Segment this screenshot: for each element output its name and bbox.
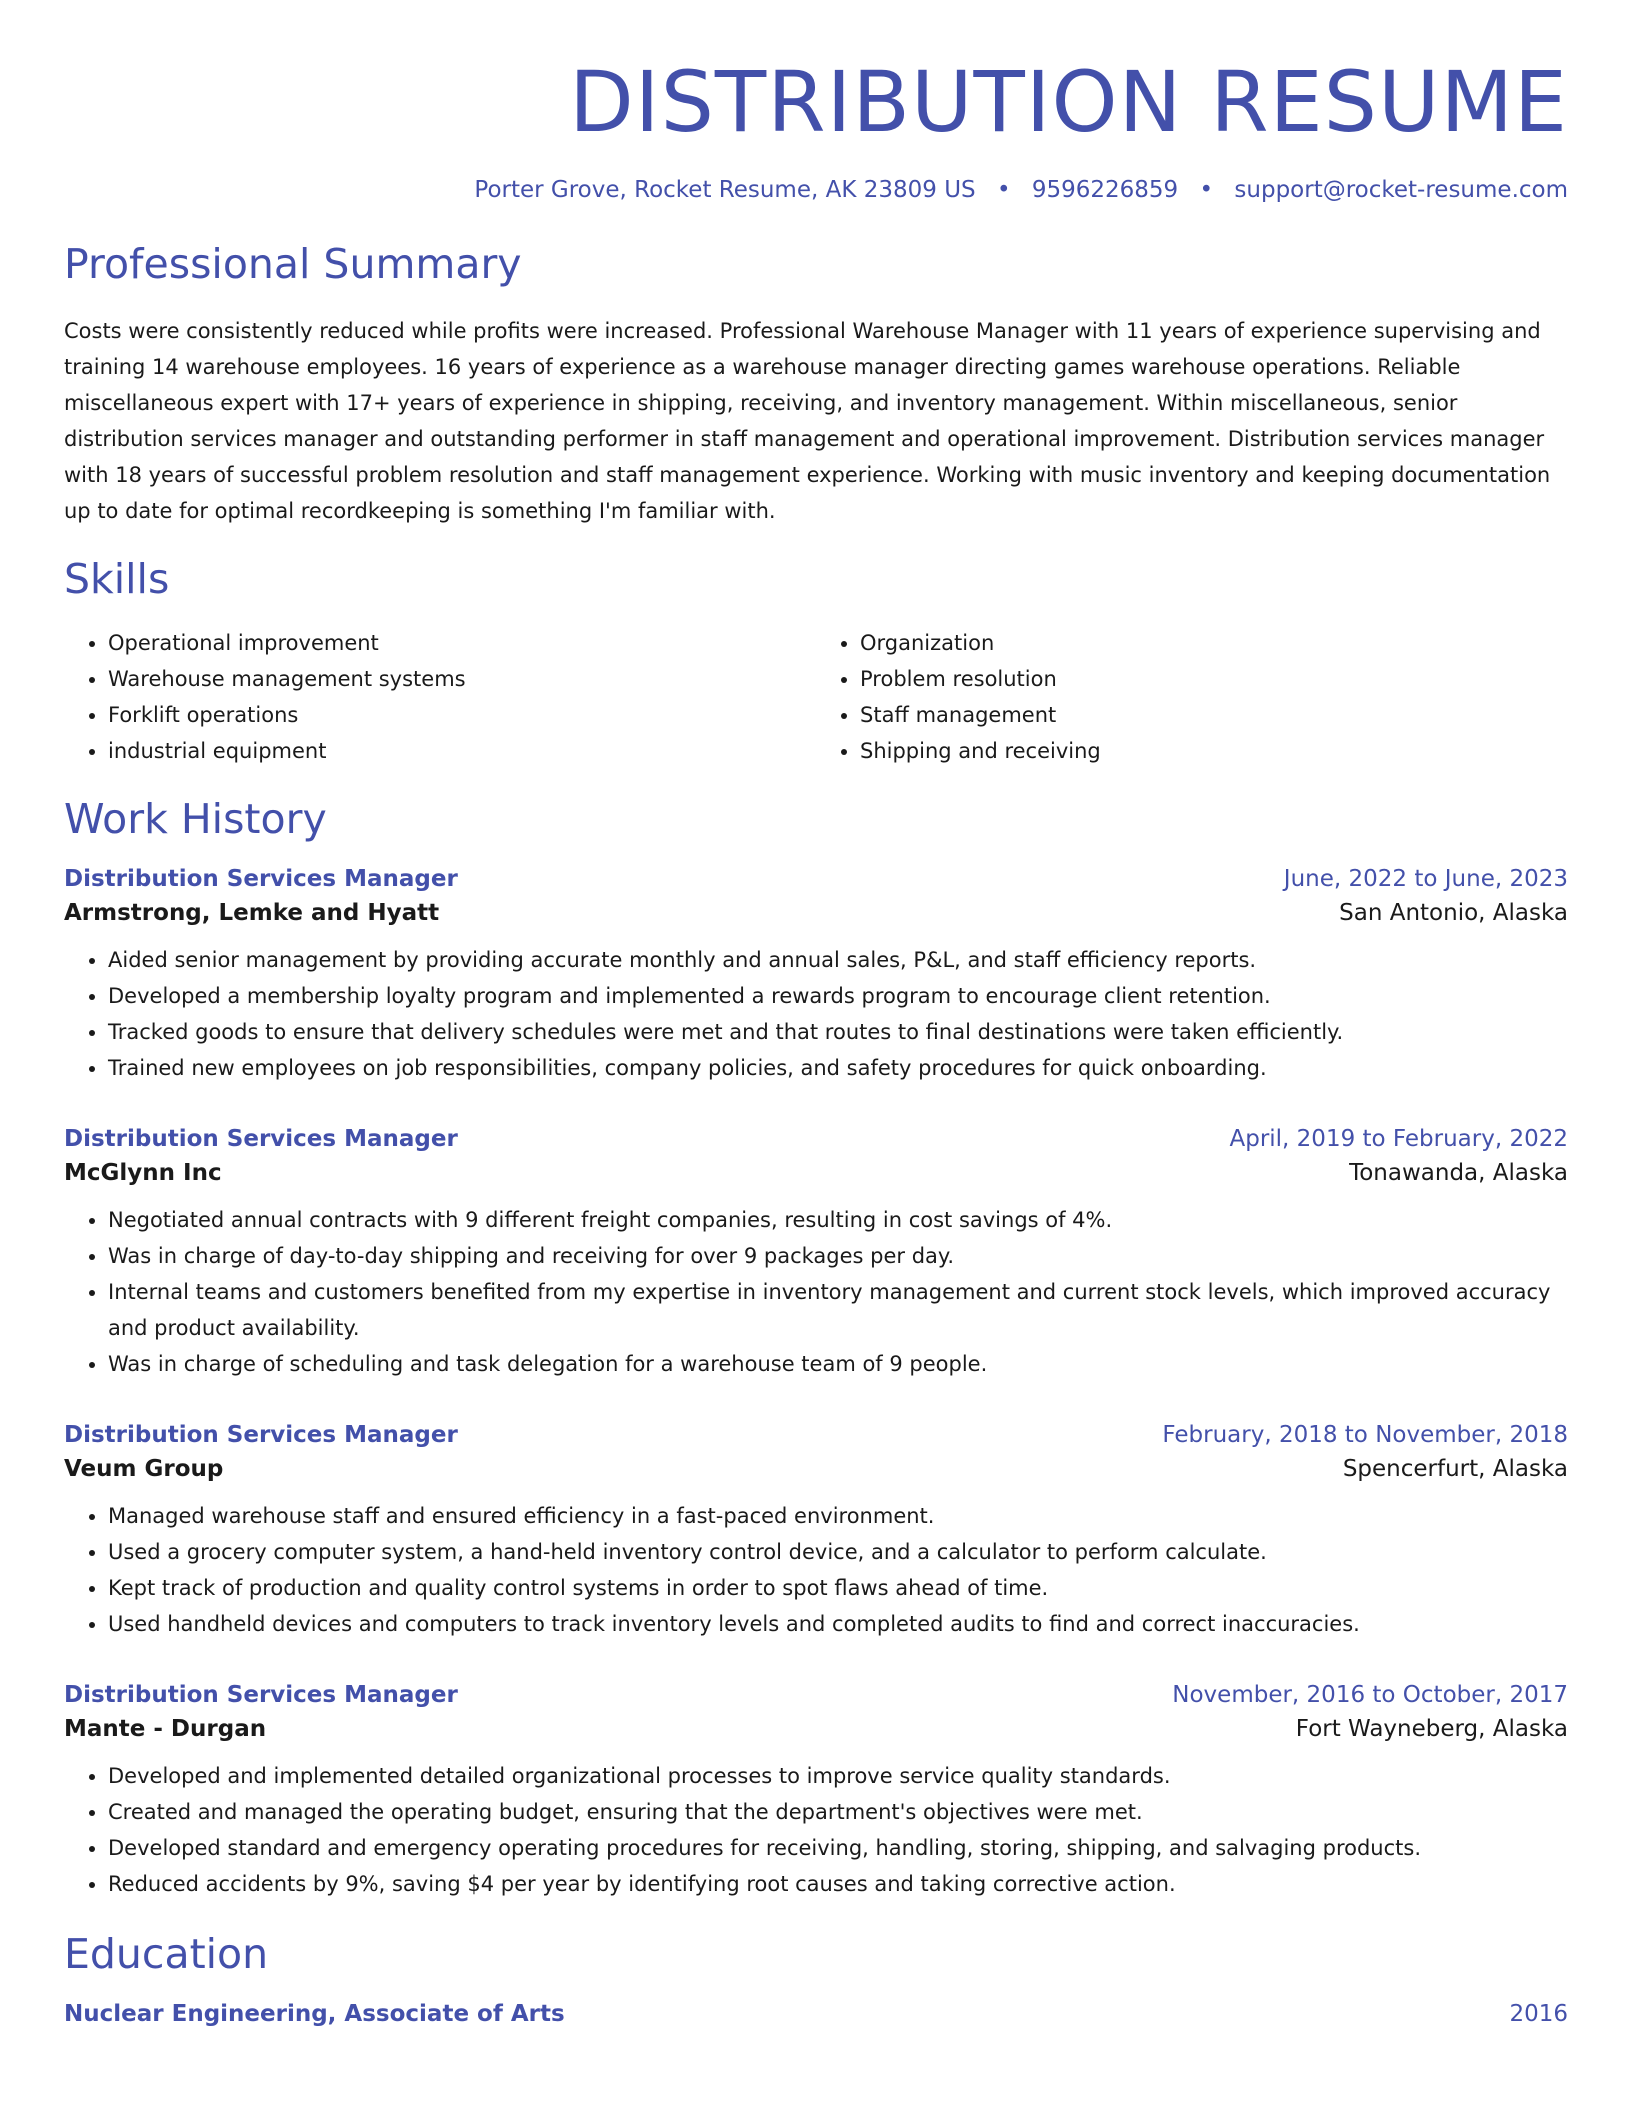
skills-section xyxy=(64,555,1568,768)
job-location: Spencerfurt, Alaska xyxy=(1342,1455,1568,1482)
job-employer: Veum Group xyxy=(64,1455,224,1482)
education-section xyxy=(64,1930,1568,2027)
job-employer: Mante - Durgan xyxy=(64,1715,267,1742)
skill-item: • Organization xyxy=(860,625,1568,661)
summary-text: Costs were consistently reduced while profits were increased. Professional Warehouse Manager with 11 years of experience supervising and training 14 warehouse employees. 16 years of experience as a warehouse manager directing games warehouse operations. Reliable miscellaneous expert with 17+ years of experience in shipping, receiving, and inventory management. Within miscellaneous, senior distribution services manager and outstanding performer in staff management and operational improvement. Distribution services manager with 18 years of successful problem resolution and staff management experience. Working with music inventory and keeping documentation up to date for optimal recordkeeping is something I'm familiar with. xyxy=(64,319,1551,524)
education-degree: Nuclear Engineering, Associate of Arts xyxy=(64,2001,565,2028)
contact-separator: • xyxy=(1199,177,1214,204)
skill-item: • Shipping and receiving xyxy=(860,733,1568,769)
work-history-section xyxy=(64,795,1568,1902)
job-dates: June, 2022 to June, 2023 xyxy=(1283,865,1568,892)
job-title-row xyxy=(64,866,1568,892)
contact-email: support@rocket-resume.com xyxy=(1234,177,1568,204)
contact-address: Porter Grove, Rocket Resume, AK 23809 US xyxy=(474,177,976,204)
contact-phone: 9596226859 xyxy=(1031,177,1179,204)
job-bullet: • Trained new employees on job responsibilities, company policies, and safety procedures for quick onboarding. xyxy=(108,1050,1568,1086)
education-year: 2016 xyxy=(1509,2001,1568,2028)
job-entry xyxy=(64,866,1568,1086)
job-title-row xyxy=(64,1682,1568,1708)
job-bullet: • Developed standard and emergency operating procedures for receiving, handling, storing, shipping, and salvaging products. xyxy=(108,1830,1568,1866)
job-employer: McGlynn Inc xyxy=(64,1159,222,1186)
skill-item: • Staff management xyxy=(860,697,1568,733)
job-bullet: • Was in charge of scheduling and task delegation for a warehouse team of 9 people. xyxy=(108,1346,1568,1382)
job-entry xyxy=(64,1682,1568,1902)
job-employer-row xyxy=(64,900,1568,926)
skill-item: • industrial equipment xyxy=(108,733,816,769)
job-entry xyxy=(64,1126,1568,1382)
job-bullet: • Tracked goods to ensure that delivery schedules were met and that routes to final destinations were taken efficiently. xyxy=(108,1014,1568,1050)
resume-header xyxy=(64,53,1568,206)
summary-heading: Professional Summary xyxy=(64,240,522,289)
skills-heading: Skills xyxy=(64,555,170,604)
job-bullets xyxy=(64,1758,1568,1902)
skills-list-left xyxy=(64,625,816,769)
resume-title: DISTRIBUTION RESUME xyxy=(569,53,1568,151)
job-title: Distribution Services Manager xyxy=(64,1125,458,1152)
job-bullet: • Created and managed the operating budget, ensuring that the department's objectives were met. xyxy=(108,1794,1568,1830)
contact-separator: • xyxy=(996,177,1011,204)
job-employer: Armstrong, Lemke and Hyatt xyxy=(64,899,440,926)
job-bullet: • Was in charge of day-to-day shipping and receiving for over 9 packages per day. xyxy=(108,1238,1568,1274)
job-title-row xyxy=(64,1422,1568,1448)
education-heading: Education xyxy=(64,1929,269,1978)
job-entry xyxy=(64,1422,1568,1642)
skill-item: • Operational improvement xyxy=(108,625,816,661)
job-bullet: • Reduced accidents by 9%, saving $4 per year by identifying root causes and taking corrective action. xyxy=(108,1866,1568,1902)
skills-list-right xyxy=(816,625,1568,769)
skill-item: • Forklift operations xyxy=(108,697,816,733)
job-employer-row xyxy=(64,1716,1568,1742)
job-title-row xyxy=(64,1126,1568,1152)
work-history-heading: Work History xyxy=(64,794,327,843)
skills-grid xyxy=(64,625,1568,769)
job-location: Tonawanda, Alaska xyxy=(1349,1159,1568,1186)
job-location: San Antonio, Alaska xyxy=(1339,899,1568,926)
education-row xyxy=(64,2001,1568,2027)
job-bullet: • Aided senior management by providing accurate monthly and annual sales, P&L, and staff efficiency reports. xyxy=(108,942,1568,978)
job-title: Distribution Services Manager xyxy=(64,1421,458,1448)
job-bullet: • Used handheld devices and computers to track inventory levels and completed audits to find and correct inaccuracies. xyxy=(108,1606,1568,1642)
job-bullet: • Negotiated annual contracts with 9 different freight companies, resulting in cost savings of 4%. xyxy=(108,1202,1568,1238)
job-bullet: • Developed a membership loyalty program and implemented a rewards program to encourage client retention. xyxy=(108,978,1568,1014)
contact-line xyxy=(64,176,1568,206)
job-bullets xyxy=(64,1202,1568,1382)
job-employer-row xyxy=(64,1160,1568,1186)
job-location: Fort Wayneberg, Alaska xyxy=(1295,1715,1568,1742)
job-bullets xyxy=(64,1498,1568,1642)
job-bullets xyxy=(64,942,1568,1086)
job-bullet: • Managed warehouse staff and ensured efficiency in a fast-paced environment. xyxy=(108,1498,1568,1534)
summary-section xyxy=(64,240,1568,529)
job-bullet: • Developed and implemented detailed organizational processes to improve service quality standards. xyxy=(108,1758,1568,1794)
job-title: Distribution Services Manager xyxy=(64,1681,458,1708)
job-bullet: • Internal teams and customers benefited from my expertise in inventory management and current stock levels, which improved accuracy and product availability. xyxy=(108,1274,1568,1346)
job-dates: April, 2019 to February, 2022 xyxy=(1229,1125,1568,1152)
job-bullet: • Kept track of production and quality control systems in order to spot flaws ahead of time. xyxy=(108,1570,1568,1606)
job-dates: February, 2018 to November, 2018 xyxy=(1162,1421,1568,1448)
job-bullet: • Used a grocery computer system, a hand-held inventory control device, and a calculator to perform calculate. xyxy=(108,1534,1568,1570)
skill-item: • Problem resolution xyxy=(860,661,1568,697)
job-employer-row xyxy=(64,1456,1568,1482)
job-title: Distribution Services Manager xyxy=(64,865,458,892)
skill-item: • Warehouse management systems xyxy=(108,661,816,697)
job-dates: November, 2016 to October, 2017 xyxy=(1172,1681,1568,1708)
